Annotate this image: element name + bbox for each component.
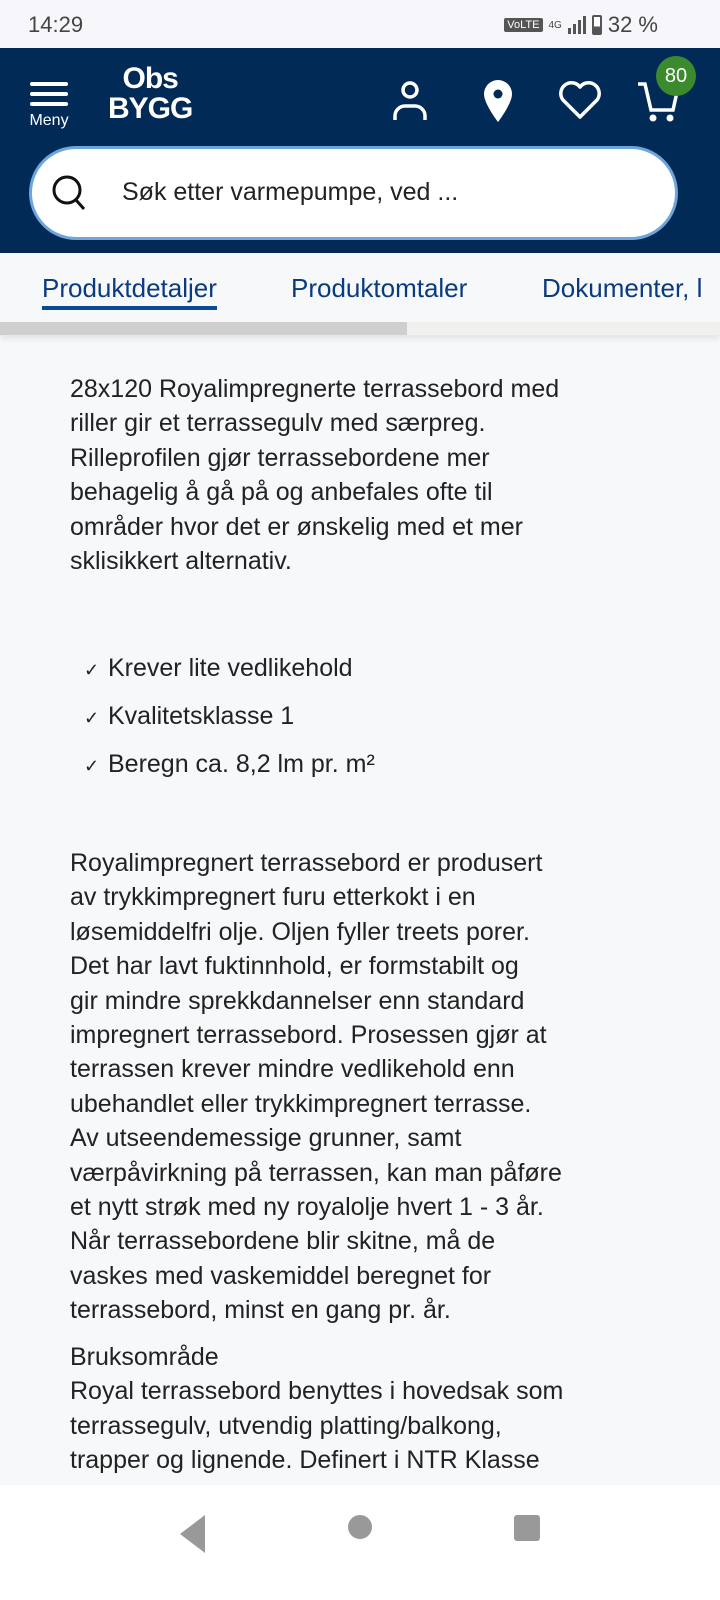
text-line: Royal terrassebord benyttes i hovedsak som (70, 1377, 564, 1406)
search-icon (50, 173, 90, 213)
tab-produktomtaler[interactable]: Produktomtaler (291, 273, 468, 303)
menu-label: Meny (29, 112, 69, 129)
list-item-text: Krever lite vedlikehold (108, 654, 353, 682)
back-icon[interactable] (180, 1515, 205, 1553)
text-line: trapper og lignende. Definert i NTR Klasse (70, 1446, 540, 1475)
text-line: av trykkimpregnert furu etterkokt i en (70, 883, 476, 912)
tab-dokumenter[interactable]: Dokumenter, l (542, 273, 703, 303)
search-input[interactable] (29, 146, 678, 240)
list-item-text: Kvalitetsklasse 1 (108, 702, 295, 730)
signal-icon (568, 16, 586, 34)
tab-produktdetaljer[interactable]: Produktdetaljer (42, 273, 217, 310)
tabs-scrollbar[interactable] (0, 322, 720, 335)
text-line: Når terrassebordene blir skitne, må de (70, 1227, 496, 1256)
list-item (84, 702, 375, 750)
text-line: Royalimpregnert terrassebord er produsert (70, 849, 543, 877)
text-line: Det har lavt fuktinnhold, er formstabilt og (70, 952, 519, 981)
recents-icon[interactable] (514, 1515, 540, 1541)
list-item (84, 750, 375, 798)
search-placeholder: Søk etter varmepumpe, ved ... (122, 178, 459, 206)
text-line: et nytt strøk med ny royalolje hvert 1 - 3 år. (70, 1193, 544, 1222)
app-header (0, 48, 720, 253)
text-line: ubehandlet eller trykkimpregnert terrasse. (70, 1089, 532, 1118)
store-location-icon[interactable] (482, 78, 514, 124)
battery-level: 32 % (607, 12, 658, 37)
cart-count-badge: 80 (656, 56, 696, 96)
logo-bottom: BYGG (108, 92, 193, 125)
text-line: riller gir et terrassegulv med særpreg. (70, 409, 486, 438)
text-line: 28x120 Royalimpregnerte terrassebord med (70, 375, 560, 403)
home-icon[interactable] (348, 1515, 372, 1539)
usage-heading: Bruksområde (70, 1343, 219, 1371)
list-item-text: Beregn ca. 8,2 lm pr. m² (108, 750, 375, 778)
text-line: Rilleprofilen gjør terrassebordene mer (70, 443, 490, 472)
text-line: områder hvor det er ønskelig med et mer (70, 512, 523, 541)
text-line: terrassebord, minst en gang pr. år. (70, 1296, 451, 1325)
battery-icon (592, 15, 602, 35)
menu-button[interactable] (26, 76, 72, 130)
text-line: terrassen krever mindre vedlikehold enn (70, 1055, 515, 1084)
clock: 14:29 (28, 12, 84, 37)
text-line: vaskes med vaskemiddel beregnet for (70, 1261, 492, 1290)
status-bar (0, 0, 720, 48)
text-line: løsemiddelfri olje. Oljen fyller treets porer. (70, 917, 530, 946)
text-line: gir mindre sprekkdannelser enn standard (70, 986, 525, 1015)
text-line: sklisikkert alternativ. (70, 547, 292, 576)
hamburger-icon (30, 82, 68, 86)
feature-list (84, 654, 375, 798)
account-icon[interactable] (392, 78, 428, 122)
network-type: 4G (548, 19, 562, 31)
text-line: Av utseendemessige grunner, samt (70, 1124, 462, 1153)
text-line: terrassegulv, utvendig platting/balkong, (70, 1411, 502, 1440)
description-paragraph (70, 846, 562, 1328)
text-line: behagelig å gå på og anbefales ofte til (70, 478, 493, 507)
list-item (84, 654, 375, 702)
obs-bygg-logo[interactable] (108, 64, 192, 124)
check-icon: ✓ (84, 756, 100, 776)
check-icon: ✓ (84, 708, 100, 728)
usage-section (70, 1340, 563, 1478)
favorites-heart-icon[interactable] (558, 80, 602, 120)
check-icon: ✓ (84, 660, 100, 680)
volte-icon: VoLTE (504, 18, 542, 32)
system-navigation-bar (0, 1485, 720, 1600)
text-line: værpåvirkning på terrassen, kan man påføre (70, 1158, 562, 1187)
logo-top: Obs (122, 62, 178, 95)
intro-paragraph (70, 372, 559, 578)
text-line: impregnert terrassebord. Prosessen gjør at (70, 1021, 547, 1050)
